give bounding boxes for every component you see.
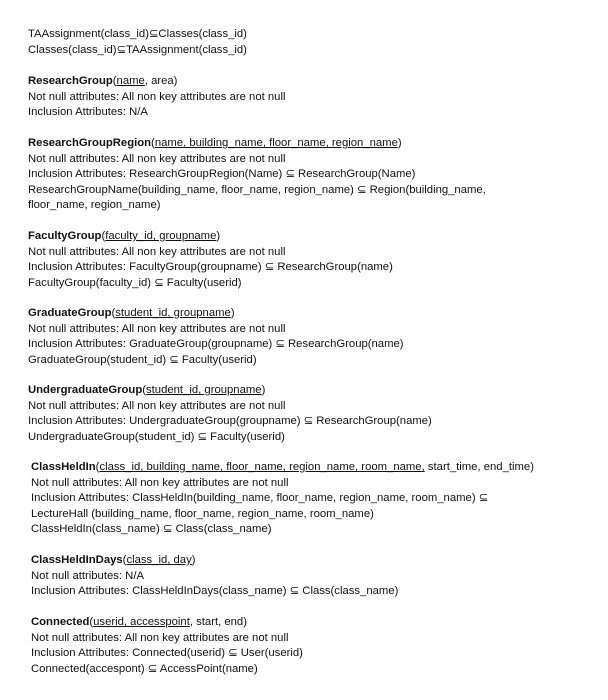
connected-block (31, 615, 591, 677)
graduate-group-heading (28, 306, 588, 322)
relation-name: UndergraduateGroup (28, 384, 143, 396)
paren-open: ( (151, 137, 155, 149)
paren-open: ( (142, 384, 146, 396)
primary-key: userid, accesspoint (93, 616, 190, 628)
inclusion-line-1: Inclusion Attributes: ResearchGroupRegion(Name) ⊆ ResearchGroup(Name) (28, 168, 416, 181)
other-attributes: , start, end) (189, 616, 247, 628)
not-null-line: Not null attributes: All non key attributes are not null (31, 476, 289, 489)
inclusion-line-1: Inclusion Attributes: FacultyGroup(groupname) ⊆ ResearchGroup(name) (28, 261, 393, 274)
paren-open: ( (89, 616, 94, 628)
primary-key: name, building_name, floor_name, region_name (154, 137, 398, 149)
inclusion-line-2: Connected(accespont) ⊆ AccessPoint(name) (31, 662, 258, 675)
paren-close: ) (397, 137, 402, 149)
research-group-region-block (28, 136, 588, 214)
not-null-line: Not null attributes: All non key attributes are not null (28, 399, 286, 412)
faculty-group-heading (28, 229, 588, 245)
other-attributes: start_time, end_time) (424, 461, 534, 473)
relation-name: Connected (31, 616, 90, 628)
paren-close: ) (261, 384, 266, 396)
inclusion-line: Inclusion Attributes: N/A (28, 106, 148, 119)
paren-open: ( (122, 554, 127, 566)
primary-key: class_id, building_name, floor_name, region_name, room_name, (99, 461, 425, 473)
relation-name: ClassHeldIn (31, 461, 96, 473)
relation-name: ResearchGroup (28, 75, 113, 87)
not-null-line: Not null attributes: All non key attributes are not null (28, 322, 286, 335)
relation-name: GraduateGroup (28, 307, 112, 319)
not-null-line: Not null attributes: All non key attributes are not null (28, 152, 286, 165)
inclusion-line-1: Inclusion Attributes: UndergraduateGroup(groupname) ⊆ ResearchGroup(name) (28, 415, 432, 428)
inclusion-line-2: UndergraduateGroup(student_id) ⊆ Faculty(userid) (28, 430, 285, 443)
inclusion-line-3: floor_name, region_name) (28, 199, 161, 212)
research-group-heading (28, 74, 588, 90)
research-group-region-heading (28, 136, 588, 152)
inclusion-line-3: ClassHeldIn(class_name) ⊆ Class(class_name) (31, 523, 272, 536)
paren-close: ) (191, 554, 196, 566)
inclusion-line-1: Inclusion Attributes: ClassHeldInDays(class_name) ⊆ Class(class_name) (31, 585, 399, 598)
paren-close: ) (216, 230, 221, 242)
research-group-block (28, 74, 588, 121)
inclusion-line-2: GraduateGroup(student_id) ⊆ Faculty(userid) (28, 353, 257, 366)
intro-line-2: Classes(class_id)⊆TAAssignment(class_id) (28, 43, 247, 56)
paren-close: ) (230, 307, 235, 319)
inclusion-line-2: LectureHall (building_name, floor_name, region_name, room_name) (31, 507, 374, 520)
graduate-group-block (28, 306, 588, 368)
paren-open: ( (95, 461, 100, 473)
connected-heading (31, 615, 591, 631)
class-held-in-block (31, 460, 591, 538)
inclusion-line-2: ResearchGroupName(building_name, floor_name, region_name) ⊆ Region(building_name, (28, 183, 486, 196)
paren-open: ( (111, 307, 116, 319)
paren-open: ( (101, 230, 106, 242)
relation-name: ResearchGroupRegion (28, 137, 152, 149)
not-null-line: Not null attributes: N/A (31, 569, 145, 582)
not-null-line: Not null attributes: All non key attributes are not null (31, 631, 289, 644)
not-null-line: Not null attributes: All non key attributes are not null (28, 90, 286, 103)
inclusion-line-1: Inclusion Attributes: Connected(userid) ⊆ User(userid) (31, 647, 303, 660)
intro-line-1: TAAssignment(class_id)⊆Classes(class_id) (28, 28, 247, 40)
relation-name: FacultyGroup (28, 230, 102, 242)
primary-key: student_id, groupname (115, 307, 231, 319)
class-held-in-days-heading (31, 553, 591, 569)
primary-key: name (116, 75, 145, 87)
intro-block (28, 27, 588, 58)
paren-open: ( (112, 75, 117, 87)
inclusion-line-1: Inclusion Attributes: GraduateGroup(groupname) ⊆ ResearchGroup(name) (28, 338, 404, 351)
relation-name: ClassHeldInDays (31, 554, 123, 566)
primary-key: class_id, day (126, 554, 192, 566)
undergraduate-group-block (28, 383, 588, 445)
faculty-group-block (28, 229, 588, 291)
not-null-line: Not null attributes: All non key attributes are not null (28, 245, 286, 258)
class-held-in-days-block (31, 553, 591, 600)
class-held-in-heading (31, 460, 591, 476)
inclusion-line-1: Inclusion Attributes: ClassHeldIn(building_name, floor_name, region_name, room_name) ⊆ (31, 492, 489, 505)
inclusion-line-2: FacultyGroup(faculty_id) ⊆ Faculty(userid) (28, 276, 242, 289)
primary-key: faculty_id, groupname (105, 230, 217, 242)
primary-key: student_id, groupname (146, 384, 262, 396)
other-attributes: , area) (144, 75, 178, 87)
undergraduate-group-heading (28, 383, 588, 399)
